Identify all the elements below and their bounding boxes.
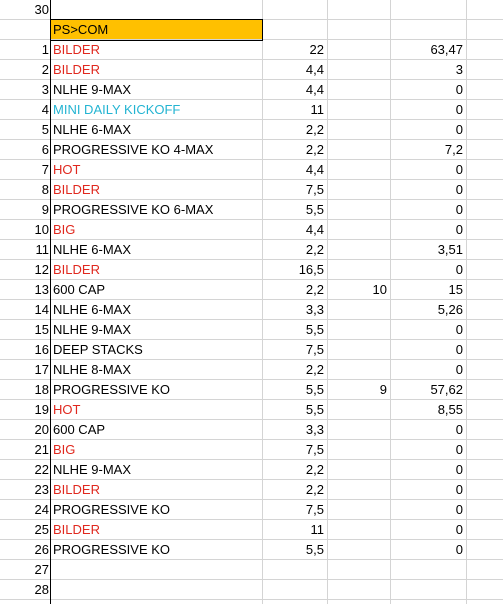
tournament-name-cell[interactable]: BILDER [53, 262, 100, 277]
buyin-cell[interactable]: 3,3 [305, 302, 324, 317]
table-row [0, 40, 503, 60]
row-index-cell[interactable]: 3 [41, 82, 49, 97]
buyin-cell[interactable]: 7,5 [305, 442, 324, 457]
row-index-cell[interactable]: 8 [41, 182, 49, 197]
buyin-cell[interactable]: 5,5 [305, 382, 324, 397]
winnings-cell[interactable]: 0 [455, 262, 463, 277]
row-index-cell[interactable]: 16 [34, 342, 49, 357]
empty-cell[interactable] [466, 440, 503, 459]
row-index-cell[interactable]: 11 [35, 242, 49, 257]
position-cell[interactable] [327, 260, 390, 279]
empty-cell[interactable] [466, 500, 503, 519]
position-cell[interactable] [327, 480, 390, 499]
row-index-cell[interactable]: 1 [41, 42, 49, 57]
sheet-row [0, 20, 503, 40]
buyin-cell[interactable]: 7,5 [305, 502, 324, 517]
winnings-cell[interactable]: 0 [455, 522, 463, 537]
empty-cell[interactable] [466, 80, 503, 99]
tournament-name-cell[interactable]: BILDER [53, 522, 100, 537]
table-row [0, 560, 503, 580]
empty-cell[interactable] [466, 120, 503, 139]
winnings-cell[interactable]: 15 [448, 282, 463, 297]
winnings-cell[interactable]: 57,62 [430, 382, 463, 397]
tournament-name-cell[interactable]: NLHE 6-MAX [53, 122, 132, 137]
tournament-name-cell[interactable]: PROGRESSIVE KO [53, 382, 171, 397]
table-row [0, 220, 503, 240]
table-row [0, 60, 503, 80]
tournament-name-cell[interactable]: BILDER [53, 62, 100, 77]
row-index-cell[interactable]: 28 [34, 582, 49, 597]
buyin-cell[interactable]: 22 [309, 42, 324, 57]
winnings-cell[interactable]: 0 [455, 82, 463, 97]
table-row [0, 380, 503, 400]
empty-cell[interactable] [466, 140, 503, 159]
buyin-cell[interactable]: 7,5 [305, 182, 324, 197]
tournament-name-cell[interactable]: PROGRESSIVE KO 4-MAX [53, 142, 214, 157]
empty-cell[interactable] [466, 480, 503, 499]
row-index-cell[interactable]: 2 [41, 62, 49, 77]
position-cell[interactable] [327, 80, 390, 99]
winnings-cell[interactable]: 0 [455, 322, 463, 337]
tournament-name-cell[interactable]: MINI DAILY KICKOFF [53, 102, 181, 117]
tournament-name-cell[interactable]: NLHE 9-MAX [53, 82, 132, 97]
grid-line [50, 0, 51, 604]
row-index-cell[interactable]: 21 [34, 442, 49, 457]
empty-cell[interactable] [466, 580, 503, 599]
position-cell[interactable] [327, 560, 390, 579]
position-cell[interactable] [327, 540, 390, 559]
tournament-name-cell[interactable]: HOT [53, 162, 81, 177]
table-row [0, 80, 503, 100]
tournament-name-cell[interactable]: HOT [53, 402, 81, 417]
position-cell[interactable] [327, 440, 390, 459]
table-row [0, 440, 503, 460]
buyin-cell[interactable]: 16,5 [298, 262, 324, 277]
empty-cell[interactable] [466, 560, 503, 579]
winnings-cell[interactable]: 0 [455, 202, 463, 217]
winnings-cell[interactable]: 0 [455, 462, 463, 477]
empty-cell[interactable] [466, 280, 503, 299]
sheet-row [0, 0, 503, 20]
grid-line [327, 0, 328, 604]
tournament-name-cell[interactable]: PROGRESSIVE KO [53, 542, 171, 557]
buyin-cell[interactable]: 4,4 [305, 82, 324, 97]
row-index-cell[interactable]: 17 [34, 362, 49, 377]
tournament-name-cell[interactable]: PROGRESSIVE KO [53, 502, 171, 517]
position-cell[interactable] [327, 100, 390, 119]
empty-cell[interactable] [466, 520, 503, 539]
empty-cell[interactable] [466, 260, 503, 279]
buyin-cell[interactable] [262, 580, 327, 599]
buyin-cell[interactable]: 5,5 [305, 542, 324, 557]
position-cell[interactable] [327, 340, 390, 359]
grid-line [466, 0, 467, 604]
tournament-name-cell[interactable]: NLHE 9-MAX [53, 322, 132, 337]
winnings-cell[interactable]: 0 [455, 162, 463, 177]
row-index-cell[interactable]: 12 [34, 262, 49, 277]
tournament-name-cell[interactable]: NLHE 6-MAX [53, 302, 132, 317]
tournament-name-cell[interactable]: NLHE 9-MAX [53, 462, 132, 477]
empty-cell[interactable] [466, 400, 503, 419]
buyin-cell[interactable]: 2,2 [305, 142, 324, 157]
row-index-cell[interactable]: 14 [34, 302, 49, 317]
position-cell[interactable] [327, 320, 390, 339]
position-cell[interactable]: 9 [379, 382, 387, 397]
table-row [0, 460, 503, 480]
row-number-cell[interactable]: 30 [34, 2, 49, 17]
row-index-cell[interactable]: 7 [41, 162, 49, 177]
winnings-cell[interactable]: 0 [455, 102, 463, 117]
row-index-cell[interactable]: 5 [41, 122, 49, 137]
position-cell[interactable] [327, 220, 390, 239]
empty-cell[interactable] [466, 540, 503, 559]
position-cell[interactable] [327, 520, 390, 539]
row-index-cell[interactable]: 6 [41, 142, 49, 157]
table-row [0, 420, 503, 440]
empty-cell[interactable] [466, 240, 503, 259]
empty-cell[interactable] [466, 460, 503, 479]
winnings-cell[interactable]: 0 [455, 422, 463, 437]
winnings-cell[interactable]: 3 [455, 62, 463, 77]
grid-line [262, 0, 263, 604]
tournament-name-cell[interactable]: BILDER [53, 42, 100, 57]
header-cell[interactable]: PS>COM [50, 20, 262, 39]
empty-cell[interactable] [466, 420, 503, 439]
buyin-cell[interactable]: 11 [310, 102, 324, 117]
position-cell[interactable] [327, 460, 390, 479]
winnings-cell[interactable]: 0 [455, 542, 463, 557]
winnings-cell[interactable]: 0 [455, 482, 463, 497]
buyin-cell[interactable]: 3,3 [305, 422, 324, 437]
empty-cell[interactable] [466, 60, 503, 79]
row-index-cell[interactable]: 22 [34, 462, 49, 477]
empty-cell[interactable] [466, 300, 503, 319]
table-row [0, 300, 503, 320]
table-row [0, 280, 503, 300]
row-index-cell[interactable]: 25 [34, 522, 49, 537]
table-row [0, 140, 503, 160]
table-row [0, 180, 503, 200]
row-index-cell[interactable]: 19 [34, 402, 49, 417]
tournament-name-cell[interactable] [50, 560, 262, 579]
table-row [0, 120, 503, 140]
tournament-name-cell[interactable]: BILDER [53, 482, 100, 497]
buyin-cell[interactable]: 4,4 [305, 62, 324, 77]
row-index-cell[interactable]: 15 [34, 322, 49, 337]
empty-cell[interactable] [466, 100, 503, 119]
position-cell[interactable] [327, 60, 390, 79]
buyin-cell[interactable]: 2,2 [305, 462, 324, 477]
winnings-cell[interactable]: 3,51 [437, 242, 463, 257]
buyin-cell[interactable]: 4,4 [305, 222, 324, 237]
tournament-name-cell[interactable]: NLHE 6-MAX [53, 242, 132, 257]
table-row [0, 360, 503, 380]
position-cell[interactable] [327, 420, 390, 439]
buyin-cell[interactable]: 7,5 [305, 342, 324, 357]
empty-cell[interactable] [466, 200, 503, 219]
winnings-cell[interactable]: 0 [455, 122, 463, 137]
tournament-name-cell[interactable]: 600 CAP [53, 282, 106, 297]
position-cell[interactable]: 10 [372, 282, 387, 297]
buyin-cell[interactable]: 11 [310, 522, 324, 537]
empty-cell[interactable] [466, 180, 503, 199]
buyin-cell[interactable]: 5,5 [305, 202, 324, 217]
row-index-cell[interactable]: 18 [34, 382, 49, 397]
buyin-cell[interactable] [262, 560, 327, 579]
position-cell[interactable] [327, 200, 390, 219]
row-index-cell[interactable]: 23 [34, 482, 49, 497]
tournament-name-cell[interactable]: DEEP STACKS [53, 342, 143, 357]
position-cell[interactable] [327, 400, 390, 419]
tournament-name-cell[interactable]: PROGRESSIVE KO 6-MAX [53, 202, 214, 217]
winnings-cell[interactable]: 0 [455, 182, 463, 197]
tournament-name-cell[interactable] [50, 580, 262, 599]
table-row [0, 100, 503, 120]
table-row [0, 540, 503, 560]
position-cell[interactable] [327, 160, 390, 179]
row-index-cell[interactable]: 9 [41, 202, 49, 217]
winnings-cell[interactable]: 0 [455, 222, 463, 237]
empty-cell[interactable] [466, 320, 503, 339]
winnings-cell[interactable]: 7,2 [444, 142, 463, 157]
buyin-cell[interactable]: 2,2 [305, 242, 324, 257]
position-cell[interactable] [327, 300, 390, 319]
table-row [0, 500, 503, 520]
position-cell[interactable] [327, 120, 390, 139]
position-cell[interactable] [327, 360, 390, 379]
tournament-name-cell[interactable]: 600 CAP [53, 422, 106, 437]
row-index-cell[interactable]: 10 [34, 222, 49, 237]
empty-cell[interactable] [466, 340, 503, 359]
tournament-name-cell[interactable]: BIG [53, 442, 76, 457]
buyin-cell[interactable]: 5,5 [305, 402, 324, 417]
position-cell[interactable] [327, 180, 390, 199]
position-cell[interactable] [327, 500, 390, 519]
table-row [0, 160, 503, 180]
buyin-cell[interactable]: 2,2 [305, 122, 324, 137]
table-row [0, 400, 503, 420]
winnings-cell[interactable]: 0 [455, 342, 463, 357]
table-row [0, 480, 503, 500]
table-row [0, 200, 503, 220]
winnings-cell[interactable]: 8,55 [437, 402, 463, 417]
row-index-cell[interactable]: 13 [34, 282, 49, 297]
table-row [0, 260, 503, 280]
table-row [0, 340, 503, 360]
winnings-cell[interactable]: 63,47 [430, 42, 463, 57]
tournament-name-cell[interactable]: BILDER [53, 182, 100, 197]
buyin-cell[interactable]: 4,4 [305, 162, 324, 177]
table-row [0, 240, 503, 260]
tournament-name-cell[interactable]: NLHE 8-MAX [53, 362, 132, 377]
row-index-cell[interactable]: 20 [34, 422, 49, 437]
buyin-cell[interactable]: 5,5 [305, 322, 324, 337]
row-index-cell[interactable]: 24 [34, 502, 49, 517]
buyin-cell[interactable]: 2,2 [305, 362, 324, 377]
table-row [0, 320, 503, 340]
winnings-cell[interactable]: 5,26 [437, 302, 463, 317]
table-row [0, 580, 503, 600]
grid-line [390, 0, 391, 604]
empty-cell[interactable] [466, 360, 503, 379]
buyin-cell[interactable]: 2,2 [305, 482, 324, 497]
winnings-cell[interactable] [390, 580, 466, 599]
empty-cell[interactable] [466, 220, 503, 239]
table-row [0, 520, 503, 540]
position-cell[interactable] [327, 40, 390, 59]
row-index-cell[interactable]: 26 [34, 542, 49, 557]
row-index-cell[interactable]: 4 [41, 102, 49, 117]
winnings-cell[interactable] [390, 560, 466, 579]
row-index-cell[interactable]: 27 [34, 562, 49, 577]
empty-cell[interactable] [466, 160, 503, 179]
position-cell[interactable] [327, 240, 390, 259]
buyin-cell[interactable]: 2,2 [305, 282, 324, 297]
winnings-cell[interactable]: 0 [455, 362, 463, 377]
empty-cell[interactable] [466, 380, 503, 399]
winnings-cell[interactable]: 0 [455, 502, 463, 517]
position-cell[interactable] [327, 580, 390, 599]
tournament-name-cell[interactable]: BIG [53, 222, 76, 237]
empty-cell[interactable] [466, 40, 503, 59]
position-cell[interactable] [327, 140, 390, 159]
winnings-cell[interactable]: 0 [455, 442, 463, 457]
